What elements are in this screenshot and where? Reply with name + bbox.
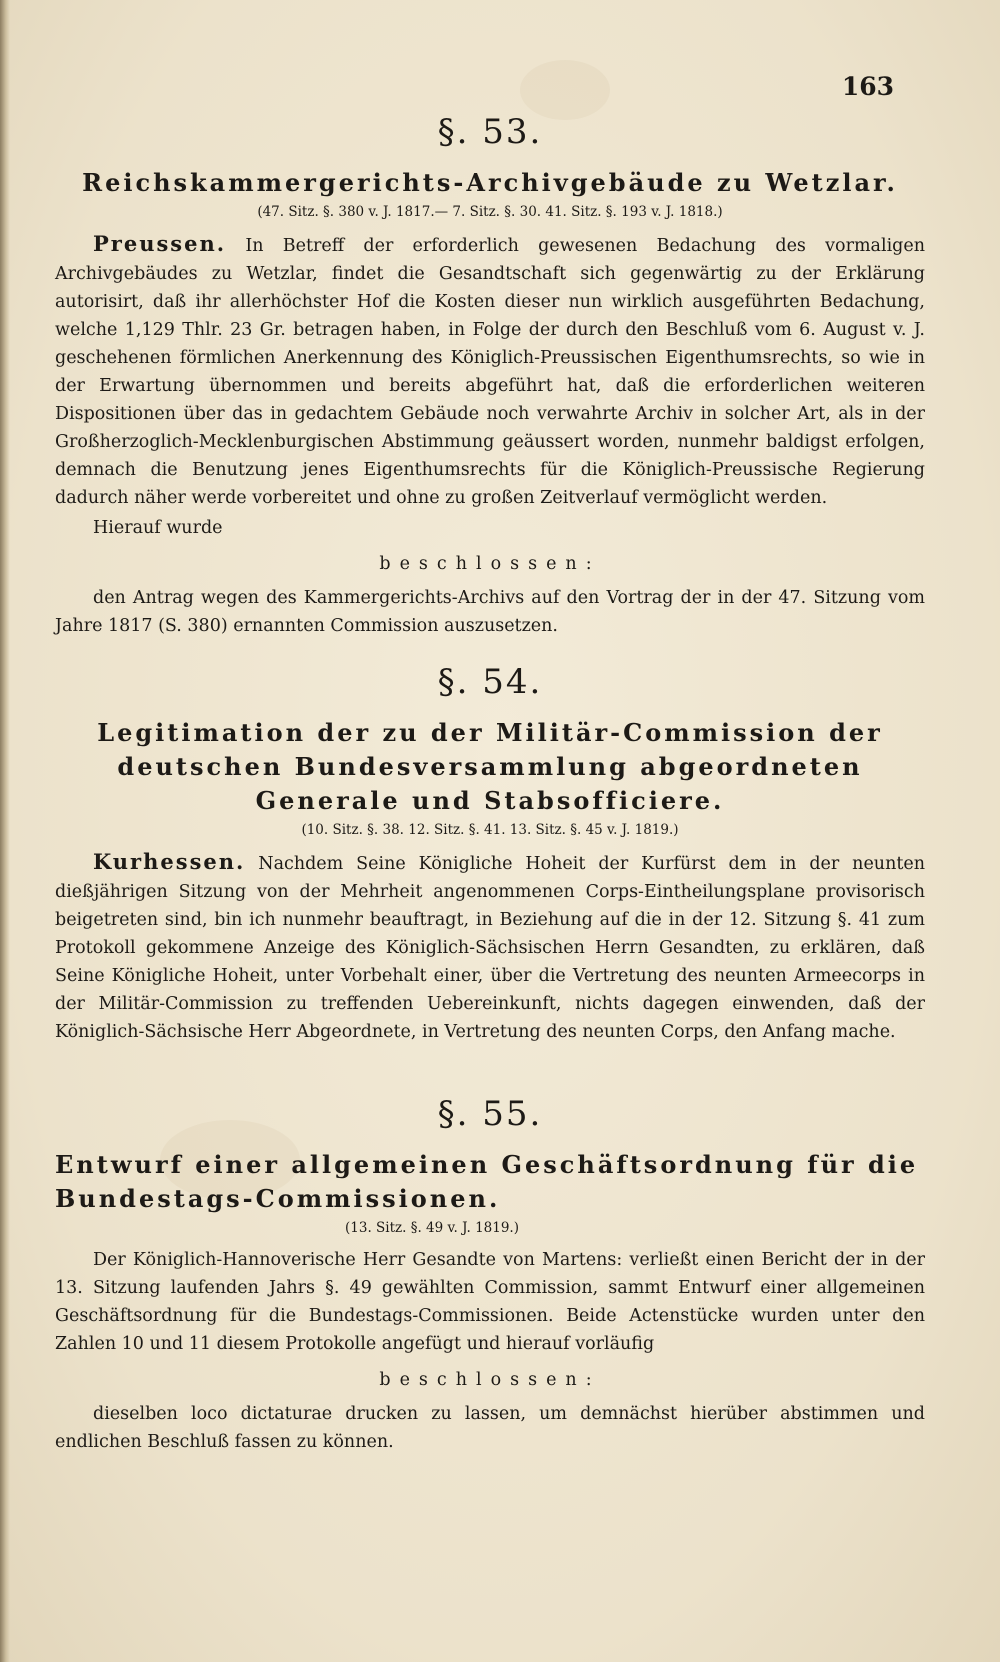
section-citation: (13. Sitz. §. 49 v. J. 1819.) <box>345 1220 519 1236</box>
resolution-text: den Antrag wegen des Kammergerichts-Archivs auf den Vortrag der in der 47. Sitzung vom Jahre 1817 (S. 380) ernannten Commission auszusetzen. <box>55 588 925 636</box>
body-text: In Betreff der erforderlich gewesenen Bedachung des vormaligen Archivgebäudes zu Wetzlar, findet die Gesandtschaft sich gegenwärtig zu der Erklärung autorisirt, daß ihr allerhöchster Hof die Kosten dieser nun wirklich ausgeführten Bedachung, welche 1,129 Thlr. 23 Gr. betragen haben, in Folge der durch den Beschluß vom 6. August v. J. geschehenen förmlichen Anerkennung des Königlich-Preussischen Eigenthumsrechts, so wie in der Erwartung übernommen und bereits abgeführt hat, daß die erforderlichen weiteren Dispositionen über das in gedachtem Gebäude noch verwahrte Archiv in solcher Art, als in der Großherzoglich-Mecklenburgischen Abstimmung geäussert worden, nunmehr baldigst erfolgen, demnach die Benutzung jenes Eigenthumsrechts für die Königlich-Preussische Regierung dadurch näher werde vorbereitet und ohne zu großen Zeitverlauf vermöglicht werden. <box>55 236 925 508</box>
page-content <box>55 112 925 1456</box>
speaker-state: Kurhessen. <box>93 849 246 874</box>
section-54 <box>55 662 925 1046</box>
speaker-state: Preussen. <box>93 231 227 256</box>
page-number: 163 <box>841 72 894 101</box>
section-number: §. 55. <box>437 1094 543 1134</box>
page-spine-shadow <box>0 0 10 1662</box>
section-citation: (47. Sitz. §. 380 v. J. 1817.— 7. Sitz. §. 30. 41. Sitz. §. 193 v. J. 1818.) <box>257 204 723 220</box>
section-title: Reichskammergerichts-Archivgebäude zu Wetzlar. <box>82 168 898 197</box>
intro-line: Hierauf wurde <box>93 518 223 538</box>
body-text: Nachdem Seine Königliche Hoheit der Kurfürst dem in der neunten dießjährigen Sitzung von der Mehrheit angenommenen Corps-Eintheilungsplane provisorisch beigetreten sind, bin ich nunmehr beauftragt, in Beziehung auf die in der 12. Sitzung §. 41 zum Protokoll gekommene Anzeige des Königlich-Sächsischen Herrn Gesandten, zu erklären, daß Seine Königliche Hoheit, unter Vorbehalt einer, über die Vertretung des neunten Armeecorps in der Militär-Commission zu treffenden Uebereinkunft, nichts dagegen einwenden, daß der Königlich-Sächsische Herr Abgeordnete, in Vertretung des neunten Corps, den Anfang mache. <box>55 854 925 1042</box>
section-body <box>55 230 925 512</box>
resolution-text: dieselben loco dictaturae drucken zu lassen, um demnächst hierüber abstimmen und endlichen Beschluß fassen zu können. <box>55 1404 925 1452</box>
section-body: Der Königlich-Hannoverische Herr Gesandte von Martens: verließt einen Bericht der in der 13. Sitzung laufenden Jahrs §. 49 gewählten Commission, sammt Entwurf einer allgemeinen Geschäftsordnung für die Bundestags-Commissionen. Beide Actenstücke wurden unter den Zahlen 10 und 11 diesem Protokolle angefügt und hierauf vorläufig <box>55 1250 925 1354</box>
section-title: Entwurf einer allgemeinen Geschäftsordnung für die Bundestags-Commissionen. <box>55 1150 919 1213</box>
section-title: Legitimation der zu der Militär-Commission der deutschen Bundesversammlung abgeordneten Generale und Stabsofficiere. <box>97 718 883 815</box>
section-53 <box>55 112 925 640</box>
resolved-heading: beschlossen: <box>379 1370 601 1390</box>
section-body <box>55 848 925 1046</box>
section-citation: (10. Sitz. §. 38. 12. Sitz. §. 41. 13. Sitz. §. 45 v. J. 1819.) <box>301 822 679 838</box>
paper-stain <box>520 60 610 120</box>
section-55 <box>55 1094 925 1456</box>
resolved-heading: beschlossen: <box>379 554 601 574</box>
section-number: §. 54. <box>437 662 543 702</box>
section-number: §. 53. <box>437 112 543 152</box>
